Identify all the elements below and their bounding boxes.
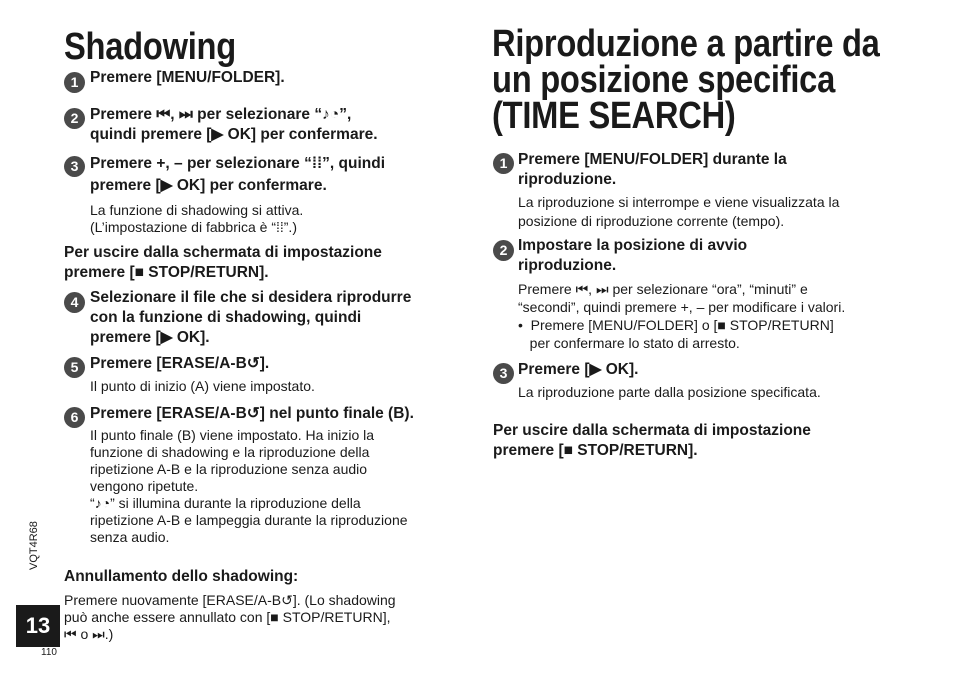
step-number-1: 1: [64, 72, 85, 93]
exit-settings-heading-left: Per uscire dalla schermata di impostazione premere [■ STOP/RETURN].: [64, 244, 382, 281]
step-6-title: Premere [ERASE/A-B↺] nel punto finale (B).: [90, 405, 414, 422]
time-search-step-number-3: 3: [493, 363, 514, 384]
time-search-step-3-title: Premere [▶ OK].: [518, 361, 639, 378]
cancel-shadowing-heading: Annullamento dello shadowing:: [64, 568, 299, 585]
page-title-time-search: Riproduzione a partire da un posizione specifica (TIME SEARCH): [492, 23, 880, 137]
time-search-step-number-2: 2: [493, 240, 514, 261]
step-5-title: Premere [ERASE/A-B↺].: [90, 355, 270, 372]
step-number-4: 4: [64, 292, 85, 313]
exit-settings-heading-right: Per uscire dalla schermata di impostazione premere [■ STOP/RETURN].: [493, 422, 811, 459]
time-search-step-1-title: Premere [MENU/FOLDER] durante la riproduzione.: [518, 151, 787, 188]
time-search-step-1-body: La riproduzione si interrompe e viene visualizzata la posizione di riproduzione corrente (tempo).: [518, 194, 840, 229]
step-number-2: 2: [64, 108, 85, 129]
document-code: VQT4R68: [28, 521, 40, 570]
page-number: 13: [16, 605, 60, 647]
step-3-title: Premere +, – per selezionare “⁞⁞”, quindi premere [▶ OK] per confermare.: [90, 155, 386, 194]
time-search-step-3-body: La riproduzione parte dalla posizione specificata.: [518, 384, 821, 400]
step-6-body: Il punto finale (B) viene impostato. Ha inizio la funzione di shadowing e la riproduzione della ripetizione A-B e la riproduzione senza audio vengono ripetute. “♪◔” si illumina durante la riproduzione della ripetizione A-B e lampeggia durante la riproduzione senza audio.: [90, 427, 408, 545]
time-search-step-2-title: Impostare la posizione di avvio riproduzione.: [518, 237, 748, 274]
cancel-shadowing-body: Premere nuovamente [ERASE/A-B↺]. (Lo shadowing può anche essere annullato con [■ STOP/RETURN], ⏮ o ⏭.): [64, 592, 396, 642]
time-search-step-number-1: 1: [493, 153, 514, 174]
step-number-3: 3: [64, 156, 85, 177]
step-1-title: Premere [MENU/FOLDER].: [90, 69, 285, 86]
step-4-title: Selezionare il file che si desidera riprodurre con la funzione di shadowing, quindi premere [▶ OK].: [90, 289, 412, 346]
small-page-number: 110: [41, 647, 57, 658]
step-number-6: 6: [64, 407, 85, 428]
time-search-step-2-body: Premere ⏮, ⏭ per selezionare “ora”, “minuti” e “secondi”, quindi premere +, – per modificare i valori. • Premere [MENU/FOLDER] o [■ STOP/RETURN] per confermare lo stato di arresto.: [518, 281, 846, 351]
step-number-5: 5: [64, 357, 85, 378]
step-5-body: Il punto di inizio (A) viene impostato.: [90, 378, 315, 394]
step-3-body: La funzione di shadowing si attiva. (L’impostazione di fabbrica è “⁞⁞”.): [90, 202, 304, 235]
step-2-title: Premere ⏮, ⏭ per selezionare “♪◔”, quindi premere [▶ OK] per confermare.: [90, 106, 378, 143]
page-title-shadowing: Shadowing: [64, 26, 236, 68]
